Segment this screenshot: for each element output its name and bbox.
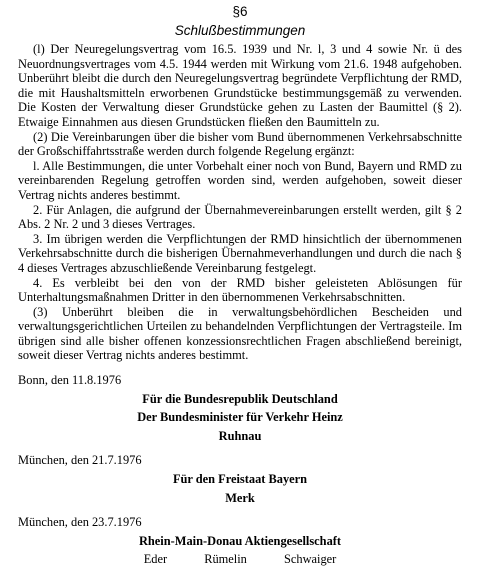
paragraph-2-item-4: 4. Es verbleibt bei den von der RMD bisher geleisteten Ablösungen für Unterhaltungsmaßnahmen Dritter in den übernommenen Verkehrsabschnitten. (18, 275, 462, 305)
signatory-line: Ruhnau (218, 428, 262, 443)
section-number: §6 (232, 4, 248, 19)
signatory-line: Merk (225, 490, 255, 505)
paragraph-2-item-2: 2. Für Anlagen, die aufgrund der Übernahmevereinbarungen erstellt werden, gilt § 2 Abs. 2 Nr. 2 und 3 dieses Vertrages. (18, 202, 462, 232)
section-title: Schlußbestimmungen (174, 23, 306, 38)
place-date: Bonn, den 11.8.1976 (18, 373, 122, 388)
signatory-name: Eder (143, 552, 168, 567)
paragraph-1: (l) Der Neuregelungsvertrag vom 16.5. 1939 und Nr. l, 3 und 4 sowie Nr. ü des Neuordnungsvertrages vom 4.5. 1944 werden mit Wirkung vom 21.6. 1948 aufgehoben. Unberührt bleibt die durch den Neuregelungsvertrag begründete Verpflichtung der RMD, die mit Haushaltsmitteln erworbenen Grundstücke bestimmungsgemäß zu verwenden. Die Kosten der Verwaltung dieser Grundstücke gehen zu Lasten der Baumittel (§ 2). Etwaige Einnahmen aus diesen Grundstücken fließen den Baumitteln zu. (18, 42, 462, 129)
paragraph-2: (2) Die Vereinbarungen über die bisher vom Bund übernommenen Verkehrsabschnitte der Großschiffahrtsstraße werden durch folgende Regelung ergänzt: (18, 129, 462, 159)
signatory-name: Schwaiger (283, 552, 337, 567)
paragraph-2-item-3: 3. Im übrigen werden die Verpflichtungen der RMD hinsichtlich der übernommenen Verkehrsabschnitte durch die bisherigen Übernahmeverhandlungen und durch die nach § 4 dieses Vertrages abzuschließende Vereinbarung festgelegt. (18, 231, 462, 275)
signatory-name: Rümelin (204, 552, 247, 567)
signatory-line: Der Bundesminister für Verkehr Heinz (137, 410, 343, 425)
place-date: München, den 23.7.1976 (18, 515, 142, 530)
signatory-line: Für den Freistaat Bayern (172, 472, 308, 487)
signatory-line: Für die Bundesrepublik Deutschland (142, 391, 338, 406)
place-date: München, den 21.7.1976 (18, 453, 142, 468)
signatory-line: Rhein-Main-Donau Aktiengesellschaft (138, 533, 342, 548)
paragraph-2-item-1: l. Alle Bestimmungen, die unter Vorbehalt einer noch von Bund, Bayern und RMD zu vereinbarenden Regelung getroffen worden sind, werden aufgehoben, soweit dieser Vertrag nichts anderes bestimmt. (18, 158, 462, 202)
signature-block-bonn (18, 373, 462, 443)
signature-block-bayern (18, 453, 462, 505)
signatory-names (18, 552, 462, 567)
signature-block-rmd (18, 515, 462, 567)
paragraph-3: (3) Unberührt bleiben die in verwaltungsbehördlichen Bescheiden und verwaltungsgerichtlichen Urteilen zu behandelnden Verpflichtungen der Vertragsteile. Im übrigen sind alle bisher offenen konzessionsrechtlichen Fragen abschließend bereinigt, soweit dieser Vertrag nichts anderes bestimmt. (18, 304, 462, 363)
